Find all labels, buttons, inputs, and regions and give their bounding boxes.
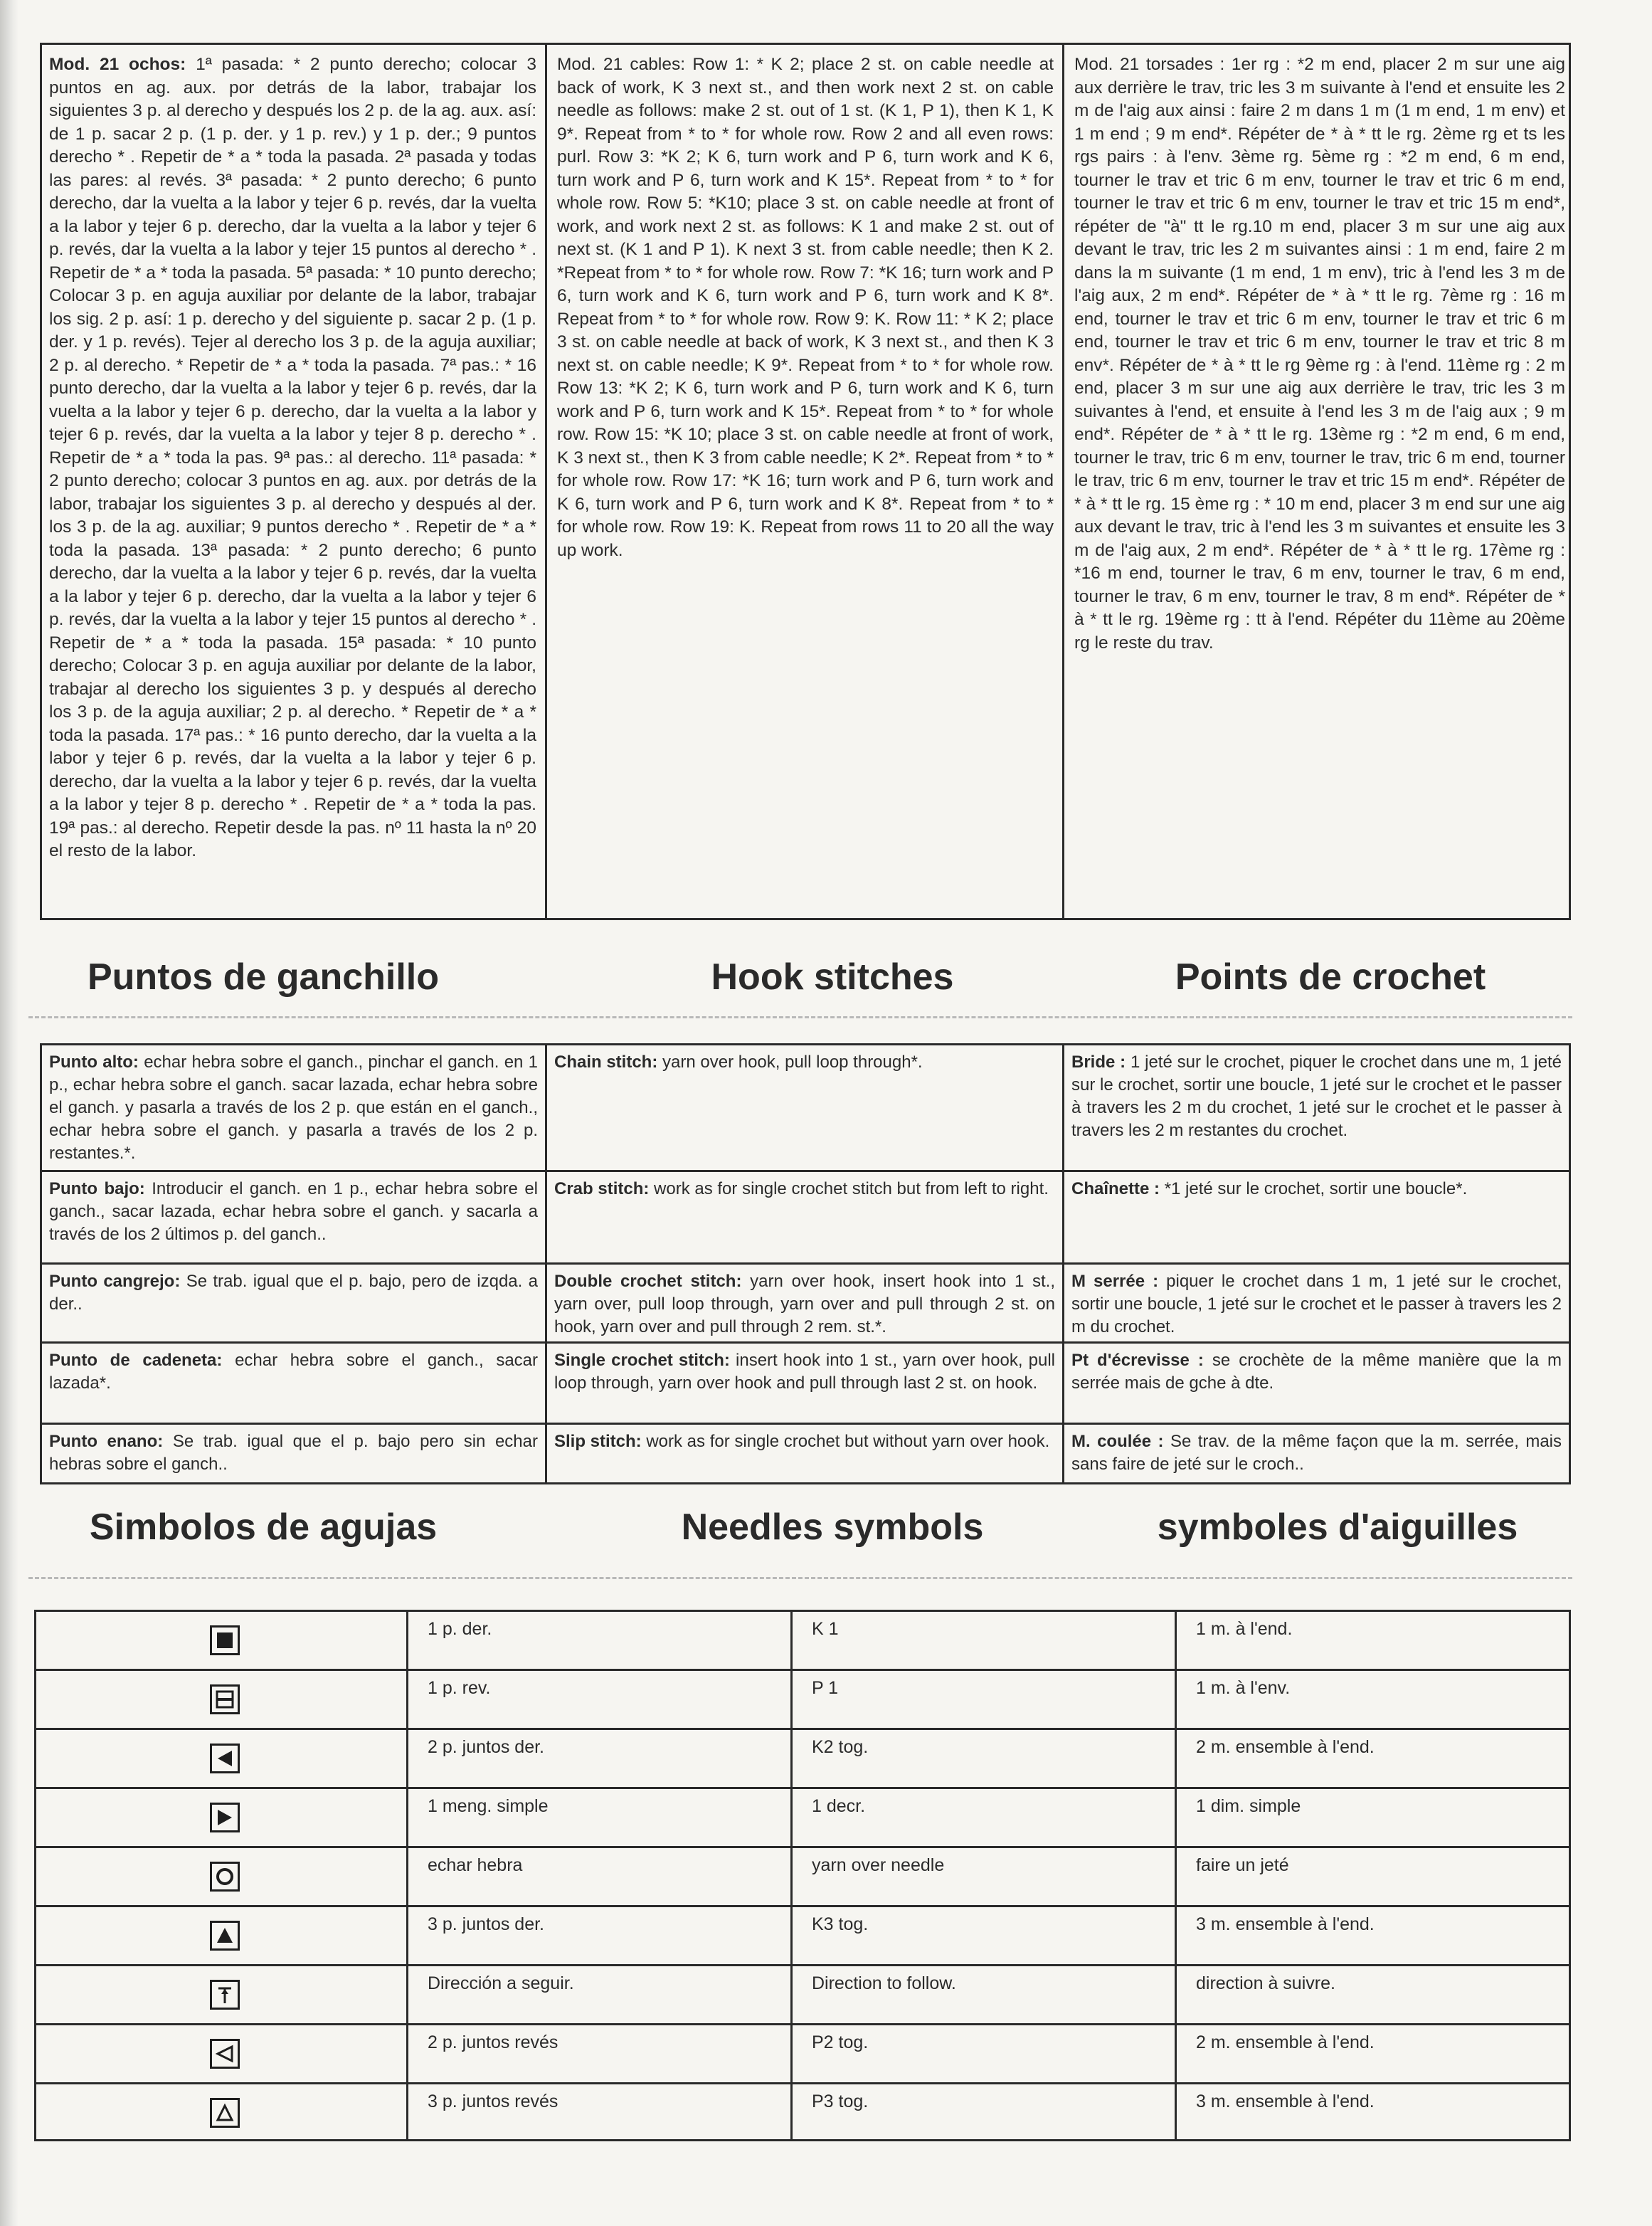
french-instructions: Mod. 21 torsades : 1er rg : *2 m end, placer 2 m sur une aig aux derrière le trav, tric les 3 m suivante à l'end et ensuite les 2 m de l'aig aux ainsi : faire 2 m dans 1 m (1 m end, 1 m env) et 1 m end ; 9 m end*. Répéter de * à * tt le rg. 2ème rg et ts les rgs pairs : à l'env. 3ème rg. 5ème rg : *2 m end, 6 m end, tourner le trav et tric 6 m env, tourner le trav et tric 6 m end, tourner le trav et tric 6 m env, tourner le trav et tric 15 m end*, répéter de "à" tt le rg.10 m end, placer 3 m sur une aig aux devant le trav, tric les 2 m suivantes ainsi : 1 m end, faire 2 m dans la m suivante (1 m end, 1 m env), tric à l'end les 3 m de l'aig aux, 2 m end*. Répéter de * à * tt le rg. 7ème rg : 16 m end, tourner le trav et tric 6 m env, tourner le trav et tric 6 m end, tourner le trav et tric 6 m env, tourner le trav et tric 8 m env*. Répéter de * à * tt le rg 9ème rg : à l'end. 11ème rg : 2 m end, placer 3 m sur une aig aux derrière le trav, tric les 3 m suivantes à l'end, et ensuite à l'end les 3 m de l'aig aux ; 9 m end*. Répéter de * à * tt le rg. 13ème rg : *2 m end, 6 m end, tourner le trav, tric 6 m env, tourner le trav, tric 6 m end, tourner le trav, tric 6 m env, tourner le trav et tric 15 m end*. Répéter de * à * tt le rg. 15 ème rg : * 10 m end, placer 3 m end sur une aig aux devant le trav, tric à l'end les 3 m suivantes et ensuite les 3 m de l'aig aux, 2 m end*. Répéter de * à * tt le rg. 17ème rg : *16 m end, tourner le trav, 6 m env, tourner le trav, 6 m end, tourner le trav, 6 m env, tourner le trav, 8 m end*. Répéter de * à * tt le rg. 19ème rg : tt à l'end. Répéter du 11ème au 20ème rg le reste du trav. [1074, 55, 1565, 653]
symbol-en: Direction to follow. [812, 1973, 956, 1993]
symbol-es: 3 p. juntos revés [428, 2092, 558, 2111]
left-triangle-filled-icon [210, 1744, 240, 1773]
symbol-en: yarn over needle [812, 1855, 945, 1875]
symbol-fr: 1 m. à l'env. [1196, 1678, 1291, 1698]
hook-stitches-table [40, 1043, 1571, 1484]
symbol-fr: 3 m. ensemble à l'end. [1196, 2092, 1375, 2111]
symbol-fr: direction à suivre. [1196, 1973, 1335, 1993]
hook-cell-fr [1064, 1172, 1569, 1205]
hook-cell-en [547, 1265, 1062, 1343]
circle-square-icon [210, 1862, 240, 1892]
symbol-fr: 2 m. ensemble à l'end. [1196, 1737, 1375, 1757]
hook-term: M. coulée : [1071, 1432, 1164, 1451]
hook-term: Crab stitch: [554, 1179, 650, 1198]
symbol-row [36, 1966, 1569, 2025]
hook-def: se crochète de la même manière que la m serrée mais de gche à dte. [1071, 1351, 1562, 1393]
symbol-es: 3 p. juntos der. [428, 1914, 545, 1934]
spanish-instructions [49, 53, 536, 863]
hook-cell-en [547, 1045, 1062, 1078]
up-triangle-filled-icon [210, 1921, 240, 1951]
symbol-row [36, 2025, 1569, 2084]
heading-divider [28, 1016, 1572, 1018]
symbol-en: K2 tog. [812, 1737, 869, 1757]
spanish-body: 1ª pasada: * 2 punto derecho; colocar 3 puntos en ag. aux. por detrás de la labor, trabajar los siguientes 3 p. al derecho y después los 2 p. de la ag. aux. así: de 1 p. sacar 2 p. (1 p. der. y 1 p. rev.) y 1 p. der.; 9 puntos derecho * . Repetir de * a * toda la pasada. 2ª pasada y todas las pares: al revés. 3ª pasada: * 2 punto derecho; 6 punto derecho, dar la vuelta a la labor y tejer 6 p. revés, dar la vuelta a la labor y tejer 6 p. derecho, dar la vuelta a la labor y tejer 6 p. revés, dar la vuelta a la labor y tejer 15 puntos al derecho * . Repetir de * a * toda la pasada. 5ª pasada: * 10 punto derecho; Colocar 3 p. en aguja auxiliar por delante de la labor, trabajar los sig. 2 p. así: 1 p. derecho y del siguiente p. sacar 2 p. (1 p. der. y 1 p. revés). Tejer al derecho los 3 p. de la aguja auxiliar; 2 p. al derecho. * Repetir de * a * toda la pasada. 7ª pas.: * 16 punto derecho, dar la vuelta a la labor y tejer 6 p. revés, dar la vuelta a la labor y tejer 6 p. derecho, dar la vuelta a la labor y tejer 6 p. revés, dar la vuelta a la labor y tejer 8 p. derecho * . Repetir de * a * toda la pas. 9ª pas.: al derecho. 11ª pasada: * 2 punto derecho; colocar 3 puntos en ag. aux. por detrás de la labor, trabajar los siguientes 3 p. al derecho y después al der. los 3 p. de la ag. auxiliar; 9 puntos derecho * . Repetir de * a * toda la pasada. 13ª pasada: * 2 punto derecho; 6 punto derecho, dar la vuelta a la labor y tejer 6 p. revés, dar la vuelta a la labor y tejer 6 p. derecho, dar la vuelta a la labor y tejer 6 p. revés, dar la vuelta a la labor y tejer 15 puntos al derecho * . Repetir de * a * toda la pasada. 15ª pasada: * 10 punto derecho; Colocar 3 p. en aguja auxiliar por delante de la labor, trabajar al derecho los siguientes 3 p. y después al derecho los 3 p. de la aguja auxiliar; 2 p. al derecho. * Repetir de * a * toda la pasada. 17ª pas.: * 16 punto derecho, dar la vuelta a la labor y tejer 6 p. revés, dar la vuelta a la labor y tejer 6 p. derecho, dar la vuelta a la labor y tejer 6 p. revés, dar la vuelta a la labor y tejer 8 p. derecho * . Repetir de * a * toda la pas. 19ª pas.: al derecho. Repetir desde la pas. nº 11 hasta la nº 20 el resto de la labor. [49, 55, 537, 860]
hook-term: Punto de cadeneta: [49, 1351, 223, 1370]
filled-square-icon [210, 1625, 240, 1655]
hook-heading-fr: Points de crochet [1175, 956, 1486, 998]
hook-cell-fr [1064, 1265, 1569, 1343]
page-gutter-shadow [0, 0, 18, 2226]
hook-cell-es [42, 1265, 545, 1320]
hook-term: Single crochet stitch: [554, 1351, 730, 1370]
hook-def: *1 jeté sur le crochet, sortir une boucle*. [1164, 1179, 1468, 1198]
hook-def: Se trab. igual que el p. bajo, pero de izqda. a der.. [49, 1272, 539, 1314]
purl-bar-square-icon [210, 1684, 240, 1714]
hook-cell-fr [1064, 1425, 1569, 1480]
symbol-es: 1 meng. simple [428, 1796, 549, 1816]
symbol-row [36, 2084, 1569, 2143]
hook-term: M serrée : [1071, 1272, 1159, 1291]
hook-def: piquer le crochet dans 1 m, 1 jeté sur le crochet, sortir une boucle, 1 jeté sur le crochet et le passer à travers les 2 m du crochet. [1071, 1272, 1562, 1336]
symbol-en: P2 tog. [812, 2032, 869, 2052]
hook-def: yarn over hook, insert hook into 1 st., yarn over, pull loop through, yarn over and pull through 2 st. on hook, yarn over and pull through 2 rem. st.*. [554, 1272, 1056, 1336]
symbol-fr: 3 m. ensemble à l'end. [1196, 1914, 1375, 1934]
hook-def: yarn over hook, pull loop through*. [662, 1053, 923, 1072]
hook-term: Punto enano: [49, 1432, 164, 1451]
needles-heading-en: Needles symbols [681, 1507, 984, 1548]
right-triangle-filled-icon [210, 1803, 240, 1832]
hook-def: echar hebra sobre el ganch., pinchar el ganch. en 1 p., echar hebra sobre el ganch. sacar lazada, echar hebra sobre el ganch. y pasarla a través de los 2 p. que están en el ganch., echar hebra sobre el ganch. y pasarla a través de los 2 p. restantes.*. [49, 1053, 539, 1163]
hook-cell-es [42, 1172, 545, 1250]
hook-cell-fr [1064, 1344, 1569, 1399]
hook-cell-en [547, 1172, 1062, 1205]
hook-def: work as for single crochet stitch but from left to right. [654, 1179, 1049, 1198]
hook-cell-es [42, 1344, 545, 1399]
symbol-row [36, 1848, 1569, 1907]
symbol-es: 1 p. der. [428, 1619, 492, 1639]
heading-divider [28, 1577, 1572, 1579]
needles-heading-es: Simbolos de agujas [89, 1507, 438, 1548]
hook-term: Bride : [1071, 1053, 1126, 1072]
hook-heading-es: Puntos de ganchillo [87, 956, 440, 998]
up-triangle-outline-icon [210, 2098, 240, 2128]
symbol-fr: 1 dim. simple [1196, 1796, 1301, 1816]
hook-def: Se trab. igual que el p. bajo pero sin echar hebras sobre el ganch.. [49, 1432, 538, 1474]
symbol-en: P 1 [812, 1678, 839, 1698]
symbol-es: Dirección a seguir. [428, 1973, 574, 1993]
column-divider [1062, 45, 1064, 918]
hook-def: echar hebra sobre el ganch., sacar lazada*. [49, 1351, 539, 1393]
symbol-row [36, 1671, 1569, 1730]
symbol-en: K 1 [812, 1619, 839, 1639]
hook-term: Pt d'écrevisse : [1071, 1351, 1204, 1370]
symbol-en: K3 tog. [812, 1914, 869, 1934]
hook-def: Se trav. de la même façon que la m. serrée, mais sans faire de jeté sur le croch.. [1071, 1432, 1562, 1474]
left-triangle-outline-icon [210, 2039, 240, 2069]
hook-cell-en [547, 1425, 1062, 1457]
symbol-fr: 1 m. à l'end. [1196, 1619, 1293, 1639]
hook-def: 1 jeté sur le crochet, piquer le crochet dans une m, 1 jeté sur le crochet, sortir une boucle, 1 jeté sur le crochet et le passer à travers les 2 m du crochet, 1 jeté sur le crochet et le passer à travers les 2 m restantes du crochet. [1071, 1053, 1562, 1140]
hook-term: Punto bajo: [49, 1179, 145, 1198]
symbol-es: 2 p. juntos der. [428, 1737, 545, 1757]
hook-cell-es [42, 1045, 545, 1169]
symbol-fr: faire un jeté [1196, 1855, 1289, 1875]
symbol-row [36, 1789, 1569, 1848]
symbol-es: echar hebra [428, 1855, 523, 1875]
hook-term: Chaînette : [1071, 1179, 1160, 1198]
symbol-row [36, 1612, 1569, 1671]
symbol-row [36, 1907, 1569, 1966]
column-divider [545, 45, 547, 918]
needles-heading-fr: symboles d'aiguilles [1157, 1507, 1518, 1548]
pattern-instructions-table [40, 43, 1571, 920]
hook-cell-es [42, 1425, 545, 1480]
symbol-es: 1 p. rev. [428, 1678, 491, 1698]
hook-heading-en: Hook stitches [711, 956, 954, 998]
hook-cell-fr [1064, 1045, 1569, 1146]
hook-term: Slip stitch: [554, 1432, 642, 1451]
hook-def: Introducir el ganch. en 1 p., echar hebra sobre el ganch., sacar lazada, echar hebra sobre el ganch. y sacarla a través de los 2 últimos p. del ganch.. [49, 1179, 539, 1244]
spanish-title: Mod. 21 ochos: [49, 55, 186, 74]
symbol-en: P3 tog. [812, 2092, 869, 2111]
hook-def: insert hook into 1 st., yarn over hook, pull loop through, yarn over hook and pull through last 2 st. on hook. [554, 1351, 1056, 1393]
hook-term: Chain stitch: [554, 1053, 658, 1072]
symbol-es: 2 p. juntos revés [428, 2032, 558, 2052]
hook-cell-en [547, 1344, 1062, 1399]
symbol-en: 1 decr. [812, 1796, 866, 1816]
hook-def: work as for single crochet but without yarn over hook. [646, 1432, 1050, 1451]
needle-symbols-table [34, 1610, 1571, 2141]
symbol-row [36, 1730, 1569, 1789]
hook-term: Punto alto: [49, 1053, 139, 1072]
symbol-fr: 2 m. ensemble à l'end. [1196, 2032, 1375, 2052]
up-arrow-square-icon [210, 1980, 240, 2010]
hook-term: Punto cangrejo: [49, 1272, 181, 1291]
english-instructions: Mod. 21 cables: Row 1: * K 2; place 2 st. on cable needle at back of work, K 3 next st., and then work next 2 st. on cable needle as follows: make 2 st. out of 1 st. (K 1, P 1), then K 1, K 9*. Repeat from * to * for whole row. Row 2 and all even rows: purl. Row 3: *K 2; K 6, turn work and P 6, turn work and K 6, turn work and P 6, turn work and K 15*. Repeat from * to * for whole row. Row 5: *K10; place 3 st. on cable needle at front of work, and work next 2 st. as follows: K 1 and make 2 st. out of next st. (K 1 and P 1). K next 3 st. from cable needle; then K 2. *Repeat from * to * for whole row. Row 7: *K 16; turn work and P 6, turn work and K 6, turn work and P 6, turn work and K 8*. Repeat from * to * for whole row. Row 9: K. Row 11: * K 2; place 3 st. on cable needle at back of work, K 3 next st., and then K 3 next st. on cable needle; K 9*. Repeat from * to * for whole row. Row 13: *K 2; K 6, turn work and P 6, turn work and K 6, turn work and P 6, turn work and K 15*. Repeat from * to * for whole row. Row 15: *K 10; place 3 st. on cable needle at front of work, K 3 next st., then K 3 from cable needle; K 2*. Repeat from * to * for whole row. Row 17: *K 16; turn work and P 6, turn work and K 6, turn work and P 6, turn work and K 8*. Repeat from * to * for whole row. Row 19: K. Repeat from rows 11 to 20 all the way up work. [557, 55, 1054, 560]
hook-term: Double crochet stitch: [554, 1272, 742, 1291]
